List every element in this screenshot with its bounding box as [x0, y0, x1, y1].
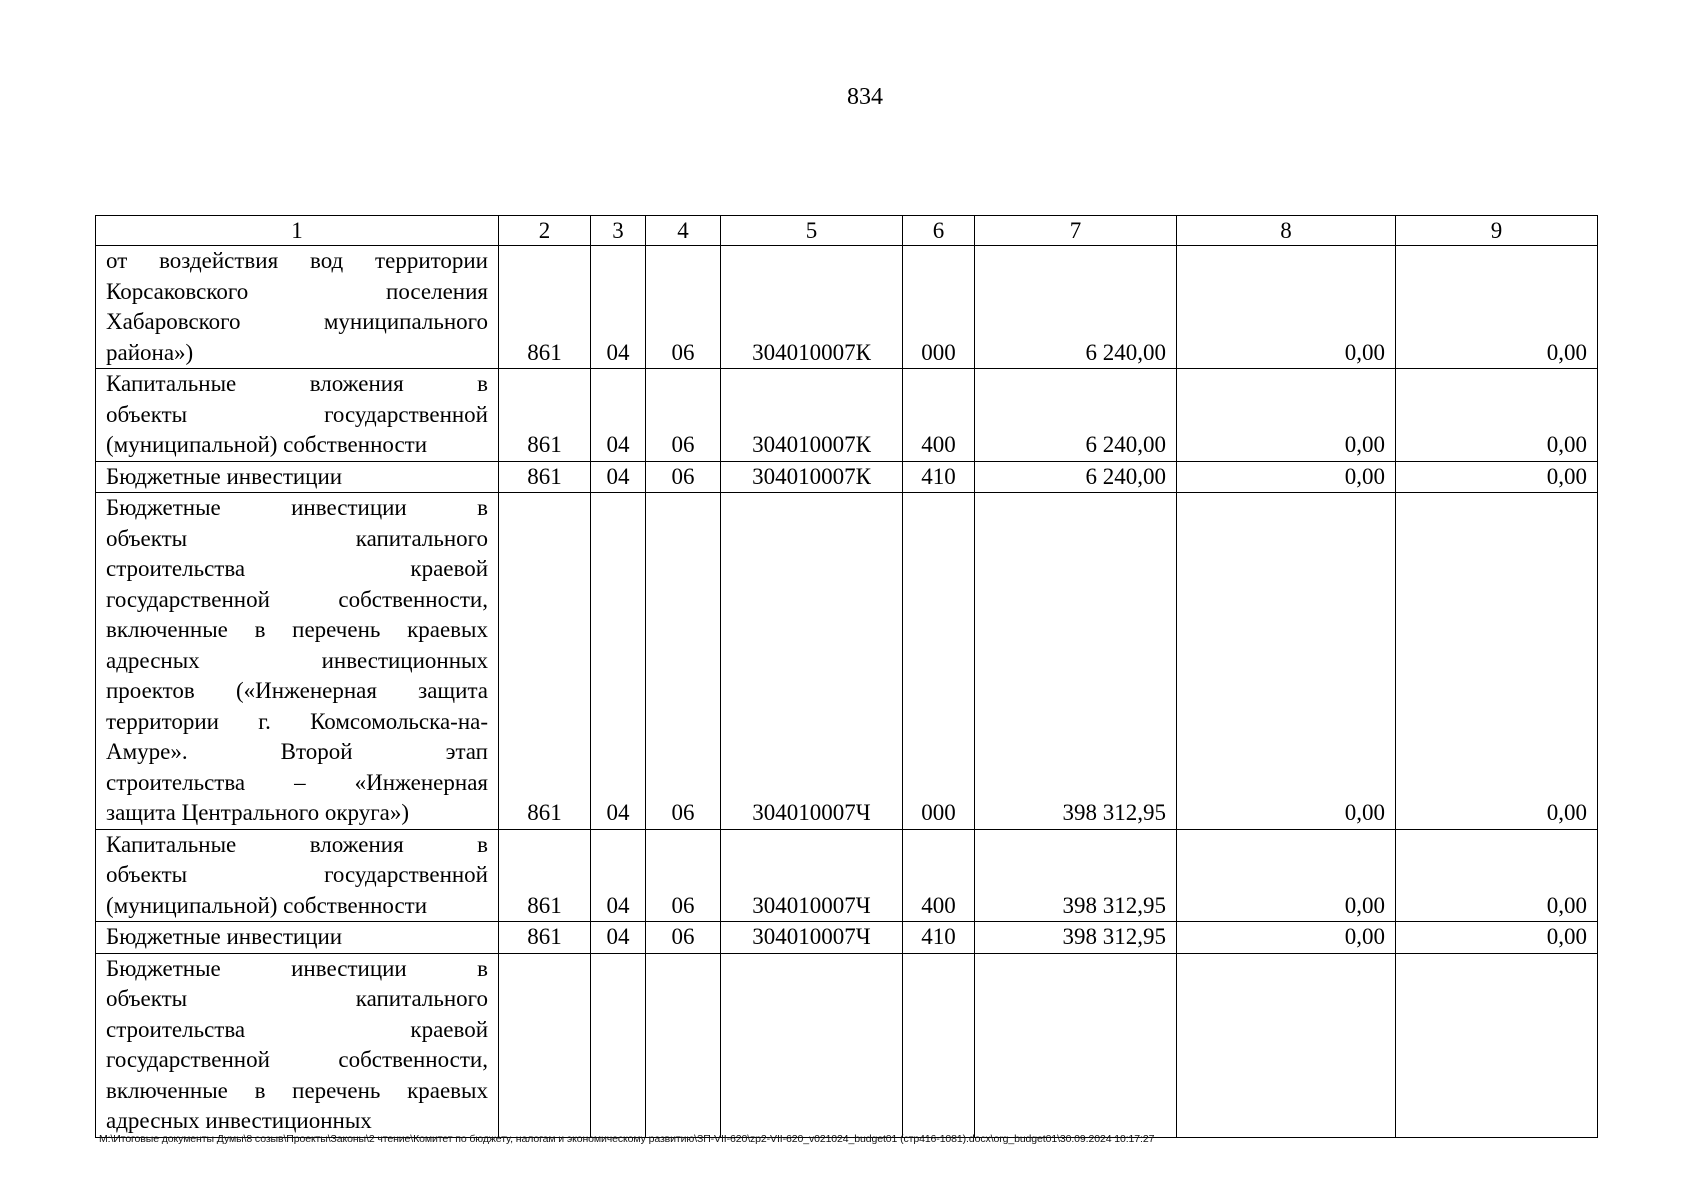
description-line: Бюджетные инвестиции в: [106, 955, 488, 981]
row-description: [96, 493, 499, 830]
description-line: государственной собственности,: [106, 586, 488, 612]
subsection-code: 06: [646, 829, 721, 922]
target-article-code: 304010007К: [721, 369, 903, 462]
target-article-code: 304010007Ч: [721, 922, 903, 954]
expense-type-code: 000: [903, 493, 975, 830]
section-code: 04: [591, 369, 646, 462]
description-line: строительства – «Инженерная: [106, 769, 488, 795]
description-line: адресных инвестиционных: [106, 1108, 372, 1133]
description-line: Хабаровского муниципального: [106, 309, 488, 334]
row-description: [96, 829, 499, 922]
header-col-9: 9: [1396, 216, 1598, 246]
expense-type-code: 400: [903, 829, 975, 922]
table-row: [96, 953, 1598, 1137]
admin-code: 861: [499, 829, 591, 922]
target-article-code: 304010007К: [721, 246, 903, 369]
target-article-code: 304010007Ч: [721, 829, 903, 922]
admin-code: 861: [499, 493, 591, 830]
row-description: [96, 922, 499, 954]
expense-type-code: 410: [903, 922, 975, 954]
description-line: строительства краевой: [106, 556, 488, 581]
section-code: 04: [591, 922, 646, 954]
subsection-code: 06: [646, 922, 721, 954]
description-line: строительства краевой: [106, 1016, 488, 1042]
header-col-4: 4: [646, 216, 721, 246]
document-file-path: M:\Итоговые документы Думы\8 созыв\Проекты\Законы\2 чтение\Комитет по бюджету, налогам и экономическому развитию\ЗП-VII-620\zp2-VII-620_v021024_budget01 (стр416-1081).docx\org_budget01\30.09.2024 10:17:27: [99, 1133, 1155, 1145]
description-line: объекты капитального: [106, 525, 488, 551]
header-col-2: 2: [499, 216, 591, 246]
header-col-7: 7: [975, 216, 1177, 246]
header-col-1: 1: [96, 216, 499, 246]
table-row: [96, 369, 1598, 462]
subsection-code: 06: [646, 246, 721, 369]
header-col-5: 5: [721, 216, 903, 246]
description-line: от воздействия вод территории: [106, 248, 488, 273]
amount-col-7: [975, 953, 1177, 1137]
description-line: объекты капитального: [106, 986, 488, 1011]
admin-code: [499, 953, 591, 1137]
subsection-code: [646, 953, 721, 1137]
amount-col-8: 0,00: [1177, 922, 1396, 954]
subsection-code: 06: [646, 369, 721, 462]
amount-col-9: 0,00: [1396, 461, 1598, 493]
amount-col-7: 398 312,95: [975, 493, 1177, 830]
amount-col-7: 398 312,95: [975, 829, 1177, 922]
amount-col-8: 0,00: [1177, 829, 1396, 922]
admin-code: 861: [499, 369, 591, 462]
amount-col-8: [1177, 953, 1396, 1137]
amount-col-9: 0,00: [1396, 829, 1598, 922]
description-line: включенные в перечень краевых: [106, 1077, 488, 1103]
expense-type-code: [903, 953, 975, 1137]
table-row: [96, 829, 1598, 922]
amount-col-9: 0,00: [1396, 493, 1598, 830]
description-line: (муниципальной) собственности: [106, 432, 428, 457]
row-description: [96, 461, 499, 493]
section-code: [591, 953, 646, 1137]
admin-code: 861: [499, 246, 591, 369]
description-line: Бюджетные инвестиции в: [106, 495, 488, 520]
row-description: [96, 369, 499, 462]
expense-type-code: 000: [903, 246, 975, 369]
description-line: объекты государственной: [106, 862, 488, 887]
expense-type-code: 410: [903, 461, 975, 493]
description-line: проектов («Инженерная защита: [106, 678, 488, 703]
expense-type-code: 400: [903, 369, 975, 462]
table-body: [96, 246, 1598, 1138]
target-article-code: 304010007К: [721, 461, 903, 493]
target-article-code: 304010007Ч: [721, 493, 903, 830]
admin-code: 861: [499, 461, 591, 493]
description-line: Капитальные вложения в: [106, 371, 488, 396]
amount-col-7: 398 312,95: [975, 922, 1177, 954]
description-line: адресных инвестиционных: [106, 647, 488, 673]
table-row: [96, 493, 1598, 830]
table-row: [96, 461, 1598, 493]
header-row: [96, 216, 1598, 246]
amount-col-9: [1396, 953, 1598, 1137]
admin-code: 861: [499, 922, 591, 954]
subsection-code: 06: [646, 493, 721, 830]
amount-col-8: 0,00: [1177, 246, 1396, 369]
description-line: включенные в перечень краевых: [106, 617, 488, 642]
section-code: 04: [591, 461, 646, 493]
description-line: Бюджетные инвестиции: [106, 463, 343, 489]
amount-col-8: 0,00: [1177, 369, 1396, 462]
budget-table: [95, 215, 1598, 1138]
header-col-8: 8: [1177, 216, 1396, 246]
description-line: объекты государственной: [106, 401, 488, 427]
amount-col-7: 6 240,00: [975, 246, 1177, 369]
description-line: территории г. Комсомольска-на-: [106, 708, 488, 734]
section-code: 04: [591, 246, 646, 369]
amount-col-7: 6 240,00: [975, 461, 1177, 493]
description-line: Бюджетные инвестиции: [106, 924, 343, 949]
table-row: [96, 246, 1598, 369]
table-row: [96, 922, 1598, 954]
amount-col-9: 0,00: [1396, 369, 1598, 462]
row-description: [96, 246, 499, 369]
description-line: Амуре». Второй этап: [106, 739, 488, 764]
description-line: Корсаковского поселения: [106, 278, 488, 304]
header-col-3: 3: [591, 216, 646, 246]
description-line: Капитальные вложения в: [106, 831, 488, 857]
page-number: 834: [847, 84, 883, 110]
amount-col-8: 0,00: [1177, 493, 1396, 830]
row-description: [96, 953, 499, 1137]
amount-col-7: 6 240,00: [975, 369, 1177, 462]
amount-col-9: 0,00: [1396, 922, 1598, 954]
header-col-6: 6: [903, 216, 975, 246]
description-line: государственной собственности,: [106, 1047, 488, 1072]
amount-col-9: 0,00: [1396, 246, 1598, 369]
target-article-code: [721, 953, 903, 1137]
section-code: 04: [591, 493, 646, 830]
description-line: района»): [106, 339, 194, 365]
section-code: 04: [591, 829, 646, 922]
subsection-code: 06: [646, 461, 721, 493]
description-line: (муниципальной) собственности: [106, 892, 428, 918]
description-line: защита Центрального округа»): [106, 800, 410, 825]
amount-col-8: 0,00: [1177, 461, 1396, 493]
